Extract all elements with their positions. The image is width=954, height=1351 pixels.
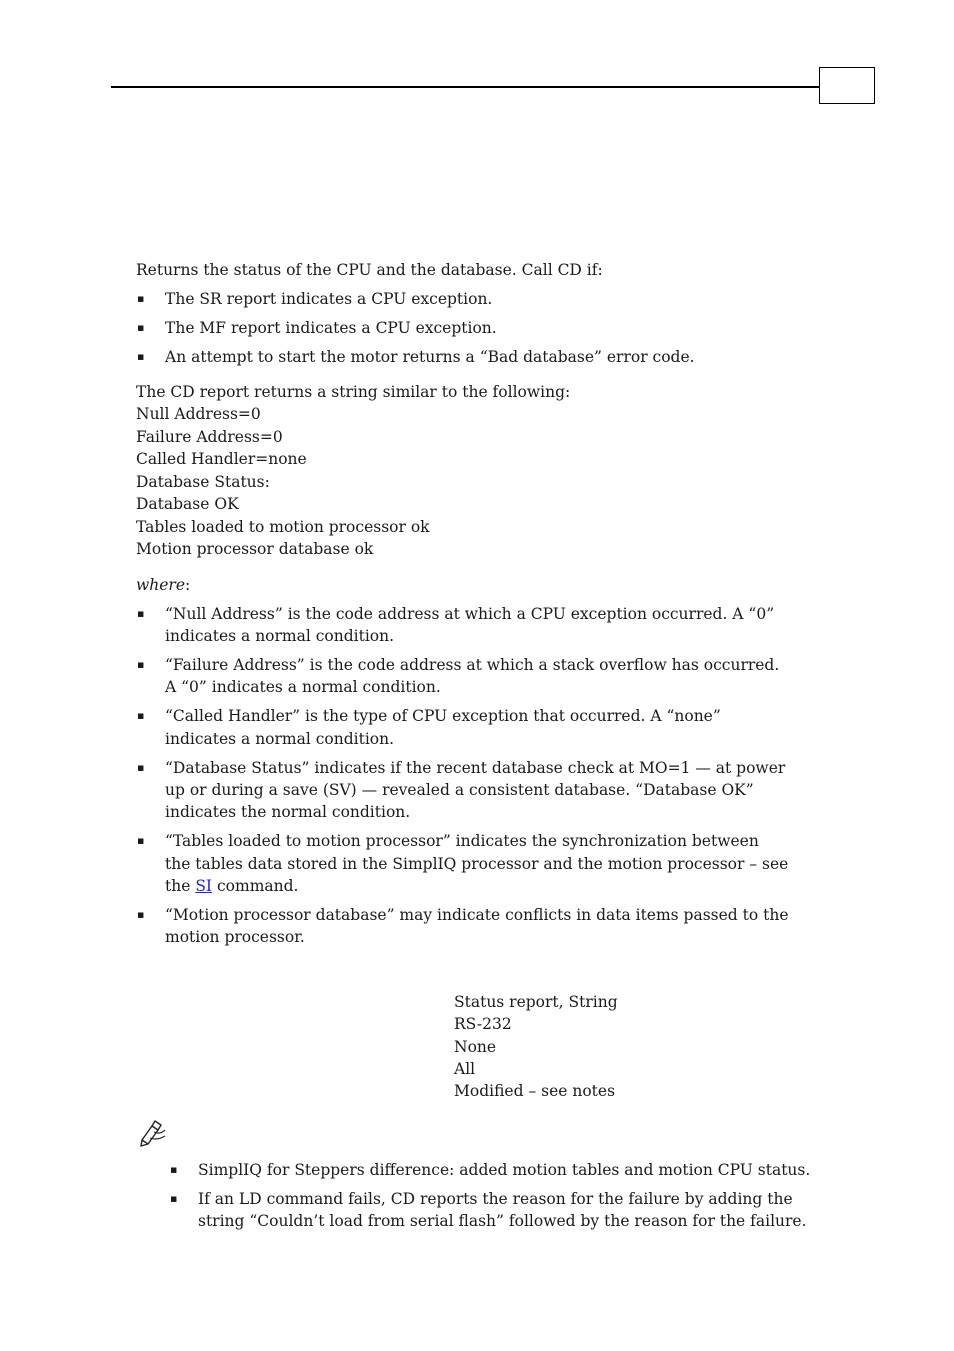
definition-line: “Failure Address” is the code address at which a stack overflow has occurred. bbox=[165, 656, 780, 674]
definition-line: “Null Address” is the code address at which a CPU exception occurred. A “0” bbox=[165, 605, 775, 623]
report-line: Null Address=0 bbox=[136, 405, 261, 423]
report-intro: The CD report returns a string similar to the following: bbox=[136, 383, 571, 401]
definition-line bbox=[165, 875, 298, 898]
definition-text: command. bbox=[212, 877, 299, 895]
page-number-box bbox=[819, 67, 875, 104]
definition-line: “Database Status” indicates if the recent database check at MO=1 — at power bbox=[165, 759, 786, 777]
header-rule bbox=[111, 86, 819, 88]
bullet-icon: ▪ bbox=[137, 658, 145, 671]
definition-line: up or during a save (SV) — revealed a consistent database. “Database OK” bbox=[165, 781, 754, 799]
note-line: SimplIQ for Steppers difference: added motion tables and motion CPU status. bbox=[198, 1161, 811, 1179]
bullet-icon: ▪ bbox=[170, 1163, 178, 1176]
attribute-value: Status report, String bbox=[454, 993, 618, 1011]
report-line: Motion processor database ok bbox=[136, 540, 374, 558]
bullet-icon: ▪ bbox=[137, 292, 145, 305]
where-word: where bbox=[136, 576, 186, 594]
si-command-link[interactable]: SI bbox=[195, 877, 213, 895]
where-colon: : bbox=[185, 576, 191, 594]
bullet-icon: ▪ bbox=[170, 1192, 178, 1205]
report-line: Called Handler=none bbox=[136, 450, 307, 468]
definition-line: “Motion processor database” may indicate conflicts in data items passed to the bbox=[165, 906, 789, 924]
note-line: string “Couldn’t load from serial flash” followed by the reason for the failure. bbox=[198, 1212, 807, 1230]
definition-line: “Tables loaded to motion processor” indicates the synchronization between bbox=[165, 832, 759, 850]
definition-line: the tables data stored in the SimplIQ processor and the motion processor – see bbox=[165, 855, 789, 873]
definition-line: A “0” indicates a normal condition. bbox=[165, 678, 441, 696]
bullet-icon: ▪ bbox=[137, 709, 145, 722]
definition-line: indicates a normal condition. bbox=[165, 627, 395, 645]
definition-line: “Called Handler” is the type of CPU exception that occurred. A “none” bbox=[165, 707, 721, 725]
report-line: Failure Address=0 bbox=[136, 428, 283, 446]
condition-item: The MF report indicates a CPU exception. bbox=[165, 319, 497, 337]
attribute-value: All bbox=[454, 1060, 476, 1078]
definition-line: indicates the normal condition. bbox=[165, 803, 411, 821]
definition-text: the bbox=[165, 877, 196, 895]
attribute-value: Modified – see notes bbox=[454, 1082, 616, 1100]
bullet-icon: ▪ bbox=[137, 350, 145, 363]
definition-line: motion processor. bbox=[165, 928, 305, 946]
report-line: Tables loaded to motion processor ok bbox=[136, 518, 430, 536]
bullet-icon: ▪ bbox=[137, 761, 145, 774]
condition-item: An attempt to start the motor returns a “Bad database” error code. bbox=[165, 348, 695, 366]
bullet-icon: ▪ bbox=[137, 834, 145, 847]
condition-item: The SR report indicates a CPU exception. bbox=[165, 290, 493, 308]
note-pencil-icon bbox=[138, 1118, 168, 1148]
report-line: Database OK bbox=[136, 495, 239, 513]
attribute-value: None bbox=[454, 1038, 497, 1056]
bullet-icon: ▪ bbox=[137, 908, 145, 921]
intro-text: Returns the status of the CPU and the database. Call CD if: bbox=[136, 261, 603, 279]
attribute-value: RS-232 bbox=[454, 1015, 512, 1033]
bullet-icon: ▪ bbox=[137, 607, 145, 620]
definition-line: indicates a normal condition. bbox=[165, 730, 395, 748]
bullet-icon: ▪ bbox=[137, 321, 145, 334]
note-line: If an LD command fails, CD reports the reason for the failure by adding the bbox=[198, 1190, 793, 1208]
report-line: Database Status: bbox=[136, 473, 270, 491]
where-label bbox=[136, 574, 190, 597]
